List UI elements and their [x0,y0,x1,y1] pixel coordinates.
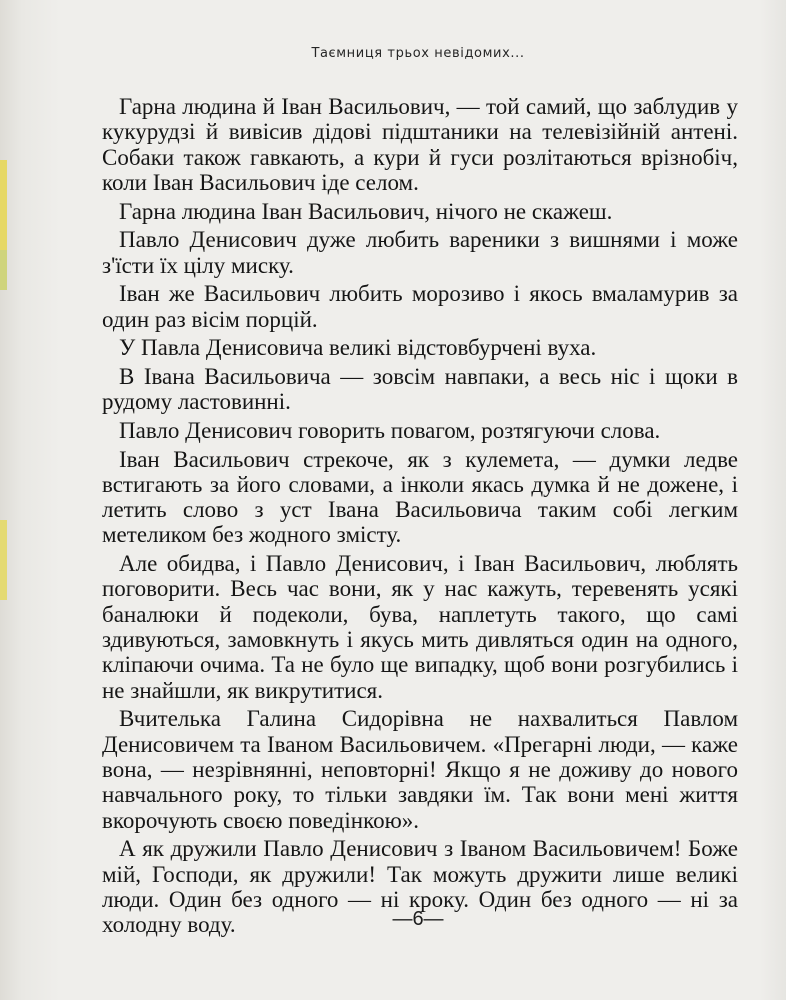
running-header: Таємниця трьох невідомих... [311,46,525,61]
page-number: —6— [392,908,444,930]
page-edge-color-strip [0,160,7,250]
paragraph: Іван же Васильович любить морозиво і якось вмаламурив за один раз вісім порцій. [102,281,738,332]
body-text [102,94,738,941]
paragraph: Павло Денисович говорить повагом, розтягуючи слова. [119,417,661,443]
paragraph: Павло Денисович дуже любить вареники з вишнями і може з'їсти їх цілу миску. [102,227,738,278]
paragraph: Вчителька Галина Сидорівна не нахвалиться Павлом Денисовичем та Іваном Васильовичем. «Прегарні люди, — каже вона, — незрівнянні, неповторні! Якщо я не доживу до нового навчального року, то тільки завдяки їм. Так вони мені життя вкорочують своєю поведінкою». [102,706,738,833]
paragraph: А як дружили Павло Денисович з Іваном Васильовичем! Боже мій, Господи, як дружили! Так можуть дружити лише великі люди. Один без одного — ні кроку. Один без одного — ні за холодну воду. [102,836,738,938]
page-edge-color-strip [0,250,7,290]
paragraph: Гарна людина й Іван Васильович, — той самий, що заблудив у кукурудзі й вивісив дідові підштаники на телевізійній антені. Собаки також гавкають, а кури й гуси розлітаються врізнобіч, коли Іван Васильович іде селом. [102,94,738,195]
paragraph: Іван Васильович стрекоче, як з кулемета, — думки ледве встигають за його словами, а інколи якась думка й не дожене, і летить слово з уст Івана Васильовича таким собі легким метеликом без жодного змісту. [102,446,738,548]
paragraph: В Івана Васильовича — зовсім навпаки, а весь ніс і щоки в рудому ластовинні. [102,363,738,415]
paragraph: У Павла Денисовича великі відстовбурчені вуха. [119,335,597,361]
paragraph: Але обидва, і Павло Денисович, і Іван Васильович, люблять поговорити. Весь час вони, як у нас кажуть, теревенять усякі баналюки й подеколи, бува, наплетуть такого, що самі здивуються, замовкнуть і якусь мить дивляться один на одного, кліпаючи очима. Та не було ще випадку, щоб вони розгубились і не знайшли, як викрутитися. [102,551,738,703]
paragraph: Гарна людина Іван Васильович, нічого не скажеш. [119,198,613,224]
page-edge-color-strip [0,520,7,600]
